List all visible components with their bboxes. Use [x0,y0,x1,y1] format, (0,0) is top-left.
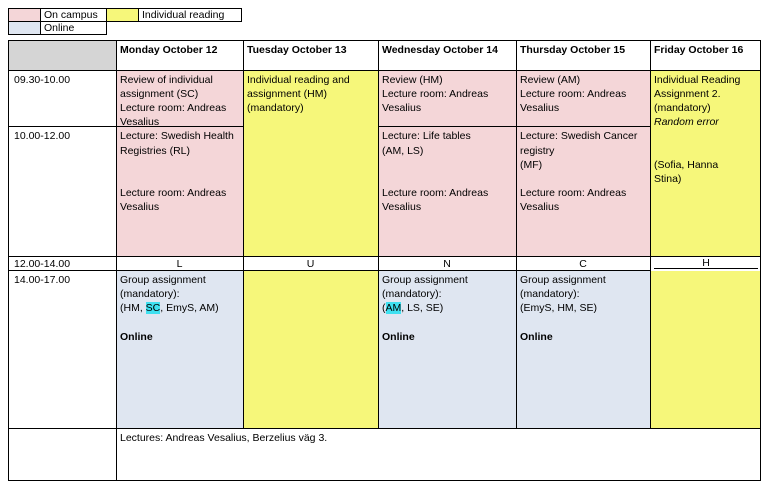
lunch-tue: U [306,258,315,270]
wed-group-line2: (mandatory): [382,288,442,300]
mon-review-line3: Lecture room: Andreas [120,102,227,114]
legend-on-campus-label: On campus [44,9,98,21]
time-0930: 09.30-10.00 [14,74,71,86]
time-1400: 14.00-17.00 [14,274,71,286]
wed-lecture-line4: Vesalius [382,201,422,213]
mon-review-line1: Review of individual [120,74,213,86]
tue-reading-line1: Individual reading and [247,74,350,86]
mon-lecture-line4: Vesalius [120,201,160,213]
wed-online: Online [382,331,415,343]
mon-lecture-line2: Registries (RL) [120,145,191,157]
mon-group-line1: Group assignment [120,274,206,286]
highlight-sc: SC [145,302,161,314]
legend-online-swatch [8,21,41,35]
time-1200: 12.00-14.00 [14,258,71,270]
fri-reading-line2: Assignment 2. [654,88,721,100]
wed-review-line1: Review (HM) [382,74,443,86]
thu-lecture-line3: (MF) [520,159,543,171]
legend-individual-reading-label: Individual reading [142,9,225,21]
highlight-am: AM [385,302,402,314]
fri-reading-line4: Random error [654,116,719,128]
day-wednesday: Wednesday October 14 [382,44,498,56]
mon-group-line2: (mandatory): [120,288,180,300]
fri-reading-line3: (mandatory) [654,102,711,114]
mon-review-line4: Vesalius [120,116,160,128]
lunch-thu: C [579,258,587,270]
wed-group-line3: (AM, LS, SE) [382,302,444,314]
thu-group-line3: (EmyS, HM, SE) [520,302,598,314]
fri-reading-line1: Individual Reading [654,74,741,86]
wed-lecture-line1: Lecture: Life tables [382,130,471,142]
thu-review-line3: Vesalius [520,102,560,114]
mon-review-line2: assignment (SC) [120,88,199,100]
legend-individual-reading-swatch [106,8,139,22]
tue-reading-line3: (mandatory) [247,102,304,114]
footer-lectures-location: Lectures: Andreas Vesalius, Berzelius väg 3. [120,432,328,444]
thu-lecture-line2: registry [520,145,555,157]
wed-lecture-line2: (AM, LS) [382,145,424,157]
thu-lecture-line5: Vesalius [520,201,560,213]
wed-review-line3: Vesalius [382,102,422,114]
mon-online: Online [120,331,153,343]
wed-review-line2: Lecture room: Andreas [382,88,489,100]
thu-lecture-line1: Lecture: Swedish Cancer [520,130,638,142]
fri-afternoon-block [650,271,760,428]
mon-lecture-line1: Lecture: Swedish Health [120,130,234,142]
wed-group-line1: Group assignment [382,274,468,286]
day-monday: Monday October 12 [120,44,218,56]
day-tuesday: Tuesday October 13 [247,44,347,56]
thu-review-line1: Review (AM) [520,74,581,86]
mon-group-line3: (HM, SC, EmyS, AM) [120,302,219,314]
time-1000: 10.00-12.00 [14,130,71,142]
day-friday: Friday October 16 [654,44,744,56]
tue-reading-line2: assignment (HM) [247,88,327,100]
legend-online-label: Online [44,22,75,34]
lunch-fri: H [702,257,710,269]
thu-group-line2: (mandatory): [520,288,580,300]
fri-reading-line5: (Sofia, Hanna [654,159,719,171]
tue-afternoon-block [243,271,378,428]
thu-lecture-line4: Lecture room: Andreas [520,187,627,199]
thu-online: Online [520,331,553,343]
wed-lecture-line3: Lecture room: Andreas [382,187,489,199]
day-thursday: Thursday October 15 [520,44,626,56]
lunch-mon: L [176,258,183,270]
header-corner [8,40,116,70]
legend-on-campus-swatch [8,8,41,22]
lunch-wed: N [443,258,451,270]
thu-review-line2: Lecture room: Andreas [520,88,627,100]
fri-reading-line6: Stina) [654,173,682,185]
mon-lecture-line3: Lecture room: Andreas [120,187,227,199]
thu-group-line1: Group assignment [520,274,606,286]
